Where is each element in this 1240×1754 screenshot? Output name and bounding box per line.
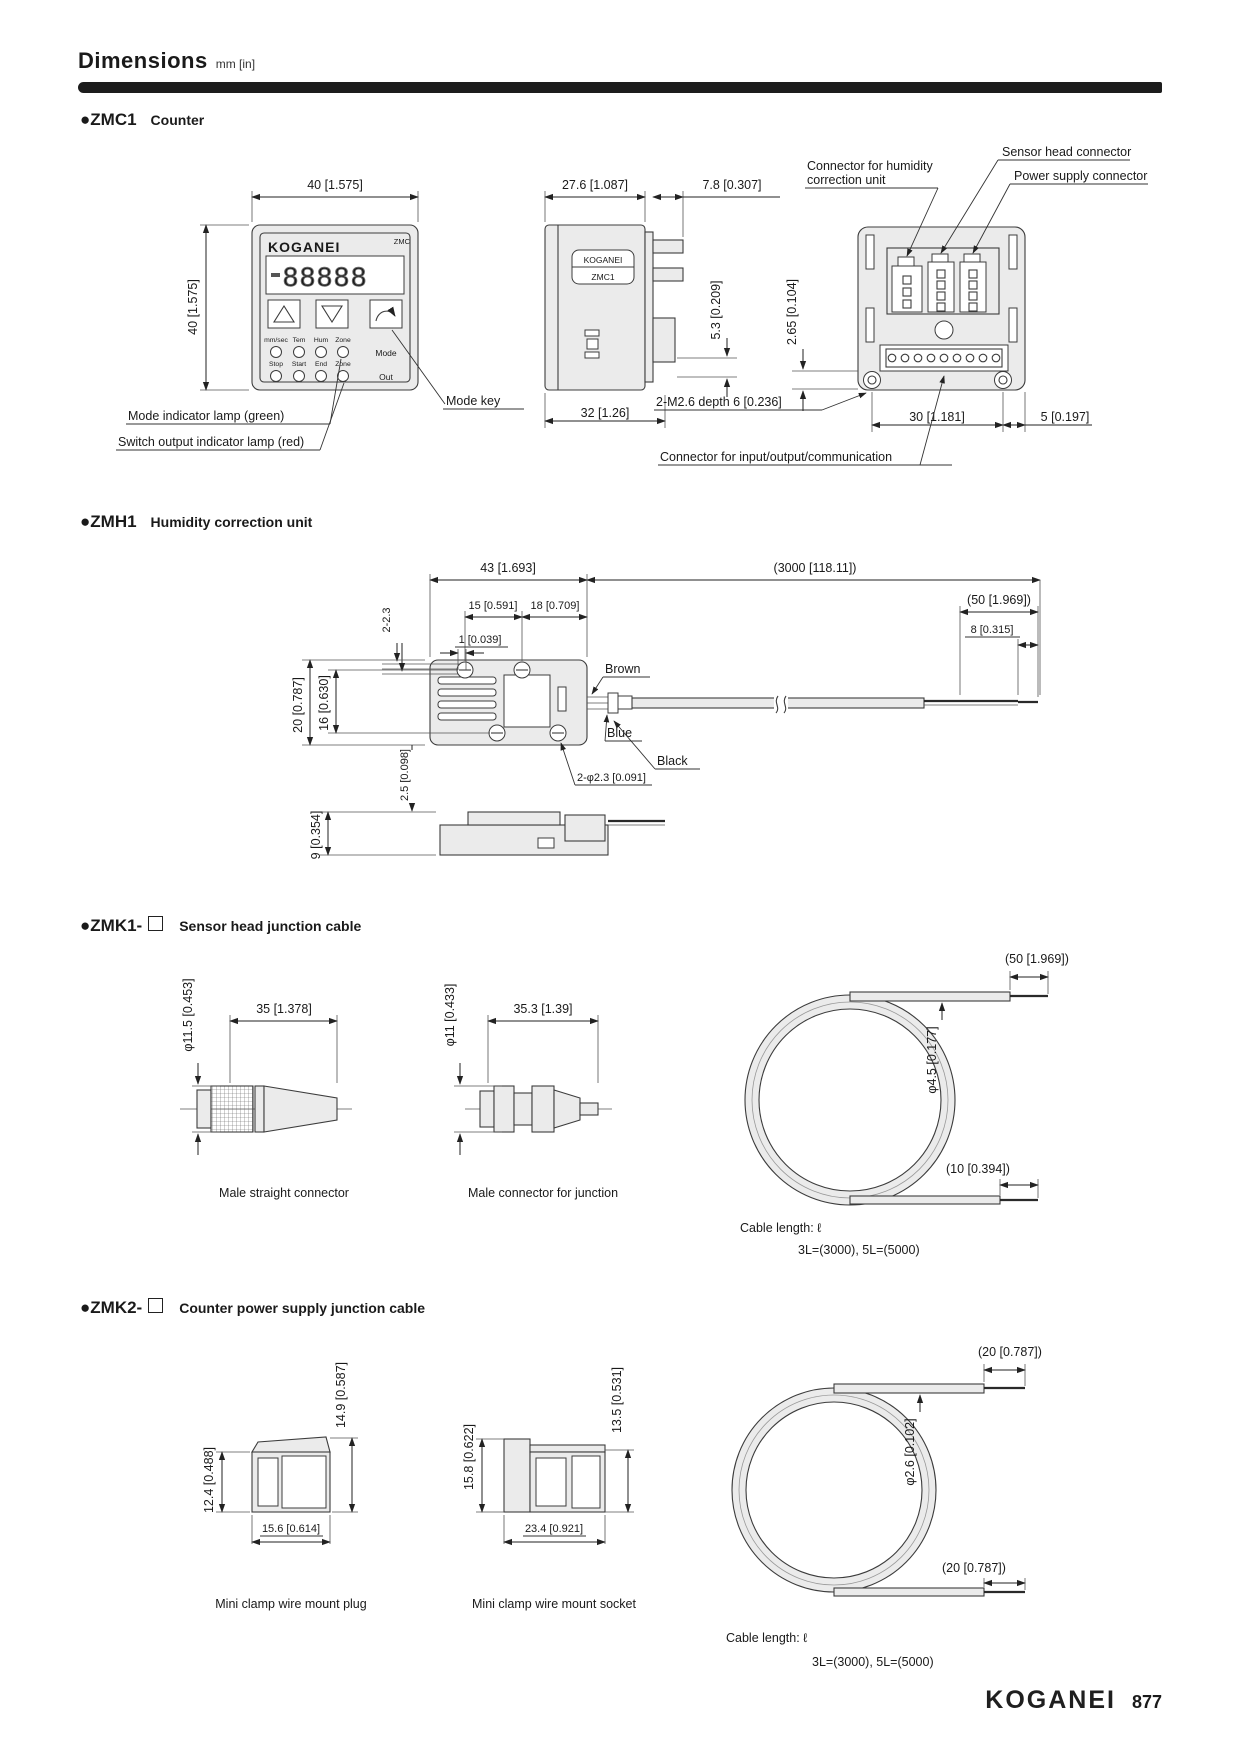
svg-text:Mode key: Mode key	[446, 394, 501, 408]
svg-text:1 [0.039]: 1 [0.039]	[458, 634, 502, 646]
cable	[632, 695, 1038, 713]
svg-text:2.65 [0.104]: 2.65 [0.104]	[785, 278, 799, 346]
section-heading-zmk1	[80, 916, 361, 936]
lamp-label-stop: Stop	[269, 361, 283, 368]
svg-text:14.9 [0.587]: 14.9 [0.587]	[334, 1361, 348, 1429]
rear-center-hole	[935, 321, 953, 339]
svg-text:2.5 [0.098]: 2.5 [0.098]	[399, 749, 411, 801]
svg-text:Switch output indicator lamp (: Switch output indicator lamp (red)	[118, 435, 305, 449]
front-width-dimension	[252, 178, 418, 222]
zmh1-top-view	[291, 561, 1040, 811]
seven-segment-display: 88888	[283, 262, 369, 292]
svg-text:27.6 [1.087]: 27.6 [1.087]	[561, 178, 629, 192]
header-rule	[78, 82, 1162, 93]
plug-label: Mini clamp wire mount plug	[215, 1597, 367, 1611]
junction-length-dimension	[488, 1002, 598, 1083]
lamp-label-mmsec: mm/sec	[264, 337, 288, 344]
male-straight-connector-view	[180, 978, 352, 1200]
lamp-label-hum: Hum	[313, 337, 329, 344]
side-model-label: ZMC1	[591, 272, 615, 282]
mode-label: Mode	[375, 348, 397, 358]
body-height-dimension	[291, 660, 425, 745]
svg-text:18 [0.709]: 18 [0.709]	[530, 600, 580, 612]
junction-diameter-dimension	[443, 984, 502, 1155]
zmk1-cable-coil	[745, 952, 1069, 1205]
svg-text:20 [0.787]: 20 [0.787]	[291, 677, 305, 733]
page-units: mm [in]	[215, 57, 256, 71]
zmc1-title: Counter	[150, 112, 205, 128]
svg-text:35.3 [1.39]: 35.3 [1.39]	[513, 1002, 573, 1016]
zmk2-title: Counter power supply junction cable	[179, 1300, 426, 1316]
zmk1-model-box	[148, 916, 163, 931]
zmh1-code: ●ZMH1	[80, 512, 137, 531]
sensor-window	[504, 675, 550, 727]
zmc1-rear-view	[658, 145, 1148, 465]
front-brand: KOGANEI	[268, 239, 341, 255]
tip-dimension	[965, 624, 1038, 695]
lamp-label-start: Start	[291, 361, 307, 368]
footer-page-number: 877	[1131, 1692, 1162, 1712]
svg-text:16 [0.630]: 16 [0.630]	[317, 675, 331, 731]
svg-text:2-2.3: 2-2.3	[381, 607, 393, 633]
zmk1-drawing	[80, 945, 1160, 1275]
slot-dimension	[381, 607, 402, 671]
coil-strip-bottom-dimension	[942, 1561, 1025, 1590]
svg-text:5.3 [0.209]: 5.3 [0.209]	[709, 280, 723, 340]
page-header	[78, 48, 1162, 93]
svg-text:40 [1.575]: 40 [1.575]	[186, 279, 200, 335]
rear-screw-right	[995, 372, 1012, 389]
svg-text:32 [1.26]: 32 [1.26]	[580, 406, 630, 420]
zmc1-code: ●ZMC1	[80, 110, 137, 129]
rear-span-dimension	[872, 392, 1003, 432]
plug-outer-height-dimension	[330, 1362, 358, 1512]
io-connector	[880, 345, 1008, 371]
svg-text:30 [1.181]: 30 [1.181]	[909, 410, 965, 424]
zmk1-title: Sensor head junction cable	[179, 918, 362, 934]
svg-text:(3000 [118.11]): (3000 [118.11])	[773, 561, 857, 575]
zmk2-drawing	[80, 1340, 1160, 1680]
svg-text:φ2.6 [0.102]: φ2.6 [0.102]	[903, 1418, 917, 1486]
lamp-label-zone1: Zone	[335, 337, 351, 344]
plate-offset-dimension	[399, 745, 412, 811]
straight-length-dimension	[230, 1002, 337, 1083]
svg-text:23.4 [0.921]: 23.4 [0.921]	[524, 1523, 584, 1535]
svg-text:9 [0.354]: 9 [0.354]	[309, 810, 323, 860]
svg-text:Connector for humidity: Connector for humidity	[807, 159, 933, 173]
front-model: ZMC	[393, 237, 410, 246]
svg-text:φ11.5 [0.453]: φ11.5 [0.453]	[181, 978, 195, 1052]
male-junction-connector-view	[443, 984, 618, 1200]
zmk2-code: ●ZMK2-	[80, 1298, 143, 1317]
plug-width-dimension	[252, 1515, 330, 1544]
mode-button	[370, 300, 402, 328]
svg-text:Mode indicator lamp (green): Mode indicator lamp (green)	[128, 409, 285, 423]
svg-text:φ11 [0.433]: φ11 [0.433]	[443, 983, 457, 1047]
svg-text:15.6 [0.614]: 15.6 [0.614]	[261, 1523, 321, 1535]
up-button	[268, 300, 300, 328]
side-width-dimension	[545, 178, 645, 222]
wire-mount-socket-view	[462, 1367, 636, 1611]
side-step-dimension	[677, 280, 737, 397]
svg-text:5 [0.197]: 5 [0.197]	[1040, 410, 1090, 424]
wire-color-callouts	[592, 662, 700, 769]
lead-wires	[587, 693, 632, 713]
rear-screw-left	[864, 372, 881, 389]
svg-text:(50 [1.969]): (50 [1.969])	[967, 593, 1031, 607]
side-brand-label: KOGANEI	[583, 255, 623, 265]
socket-label: Mini clamp wire mount socket	[472, 1597, 636, 1611]
side-connector-dimension	[653, 178, 780, 237]
svg-text:43 [1.693]: 43 [1.693]	[480, 561, 536, 575]
zmh1-drawing	[80, 545, 1160, 875]
zmk1-code: ●ZMK1-	[80, 916, 143, 935]
side-bottom-dimension	[545, 393, 665, 428]
zmk2-cable-length-label: Cable length: ℓ	[726, 1631, 808, 1645]
svg-text:(50 [1.969]): (50 [1.969])	[1005, 952, 1069, 966]
section-heading-zmc1	[80, 110, 204, 130]
zmc1-front-view	[116, 178, 524, 450]
out-label: Out	[379, 372, 393, 382]
zmh1-title: Humidity correction unit	[150, 514, 313, 530]
svg-text:Connector for input/output/com: Connector for input/output/communication	[660, 450, 893, 464]
svg-text:13.5 [0.531]: 13.5 [0.531]	[610, 1366, 624, 1434]
section-heading-zmh1	[80, 512, 312, 532]
rear-edge-dimension	[1003, 392, 1092, 432]
front-height-dimension	[186, 225, 249, 390]
side-height-dimension	[309, 811, 436, 860]
socket-width-dimension	[504, 1515, 605, 1544]
svg-text:φ4.5 [0.177]: φ4.5 [0.177]	[925, 1026, 939, 1094]
wire-blue-label: Blue	[607, 726, 633, 740]
socket-inner-height-dimension	[605, 1367, 634, 1512]
svg-text:(10 [0.394]): (10 [0.394])	[946, 1162, 1010, 1176]
hole-pitch-dimension	[465, 600, 587, 661]
zmc1-drawing	[80, 140, 1160, 475]
svg-text:15 [0.591]: 15 [0.591]	[468, 600, 518, 612]
coil-tip-dimension	[946, 1162, 1038, 1198]
svg-text:(20 [0.787]): (20 [0.787])	[978, 1345, 1042, 1359]
lamp-label-zone2: Zone	[335, 361, 351, 368]
lamp-label-tem: Tem	[292, 337, 306, 344]
zmk2-cable-coil	[732, 1345, 1042, 1596]
rear-offset-dimension	[785, 279, 858, 411]
zmc1-side-view	[545, 178, 866, 428]
svg-text:correction unit: correction unit	[807, 173, 886, 187]
wire-black-label: Black	[657, 754, 688, 768]
plug-inner-height-dimension	[202, 1447, 250, 1513]
svg-text:35 [1.378]: 35 [1.378]	[256, 1002, 312, 1016]
mounting-screw-callout	[654, 393, 866, 410]
page-title: Dimensions	[78, 48, 208, 73]
svg-text:40 [1.575]: 40 [1.575]	[307, 178, 363, 192]
svg-text:Power supply connector: Power supply connector	[1014, 169, 1148, 183]
zmh1-side-view	[309, 811, 665, 860]
svg-text:(20 [0.787]): (20 [0.787])	[942, 1561, 1006, 1575]
zmk2-model-box	[148, 1298, 163, 1313]
zmk2-cable-lengths: 3L=(3000), 5L=(5000)	[812, 1655, 934, 1669]
svg-text:Sensor head connector: Sensor head connector	[1002, 145, 1132, 159]
page-footer	[985, 1686, 1162, 1715]
svg-text:2-M2.6 depth 6 [0.236]: 2-M2.6 depth 6 [0.236]	[656, 395, 782, 409]
svg-text:7.8 [0.307]: 7.8 [0.307]	[702, 178, 762, 192]
coil-strip-top-dimension	[978, 1345, 1042, 1386]
coil-strip-dimension	[1005, 952, 1069, 994]
zmk1-cable-lengths: 3L=(3000), 5L=(5000)	[798, 1243, 920, 1257]
lamp-label-end: End	[314, 361, 328, 368]
svg-text:2-φ2.3 [0.091]: 2-φ2.3 [0.091]	[577, 772, 646, 784]
zmk1-cable-length-label: Cable length: ℓ	[740, 1221, 822, 1235]
wire-mount-plug-view	[202, 1362, 367, 1611]
sensor-head-connector	[928, 254, 954, 312]
display-minus-segment	[271, 273, 280, 277]
svg-text:12.4 [0.488]: 12.4 [0.488]	[202, 1446, 216, 1514]
svg-text:8 [0.315]: 8 [0.315]	[970, 624, 1014, 636]
power-supply-connector	[960, 254, 986, 312]
junction-label: Male connector for junction	[467, 1186, 619, 1200]
section-heading-zmk2	[80, 1298, 425, 1318]
footer-brand-logo: KOGANEI	[985, 1686, 1116, 1714]
socket-outer-height-dimension	[462, 1424, 504, 1512]
wire-brown-label: Brown	[605, 662, 641, 676]
svg-text:15.8 [0.622]: 15.8 [0.622]	[462, 1423, 476, 1491]
straight-label: Male straight connector	[219, 1186, 349, 1200]
down-button	[316, 300, 348, 328]
